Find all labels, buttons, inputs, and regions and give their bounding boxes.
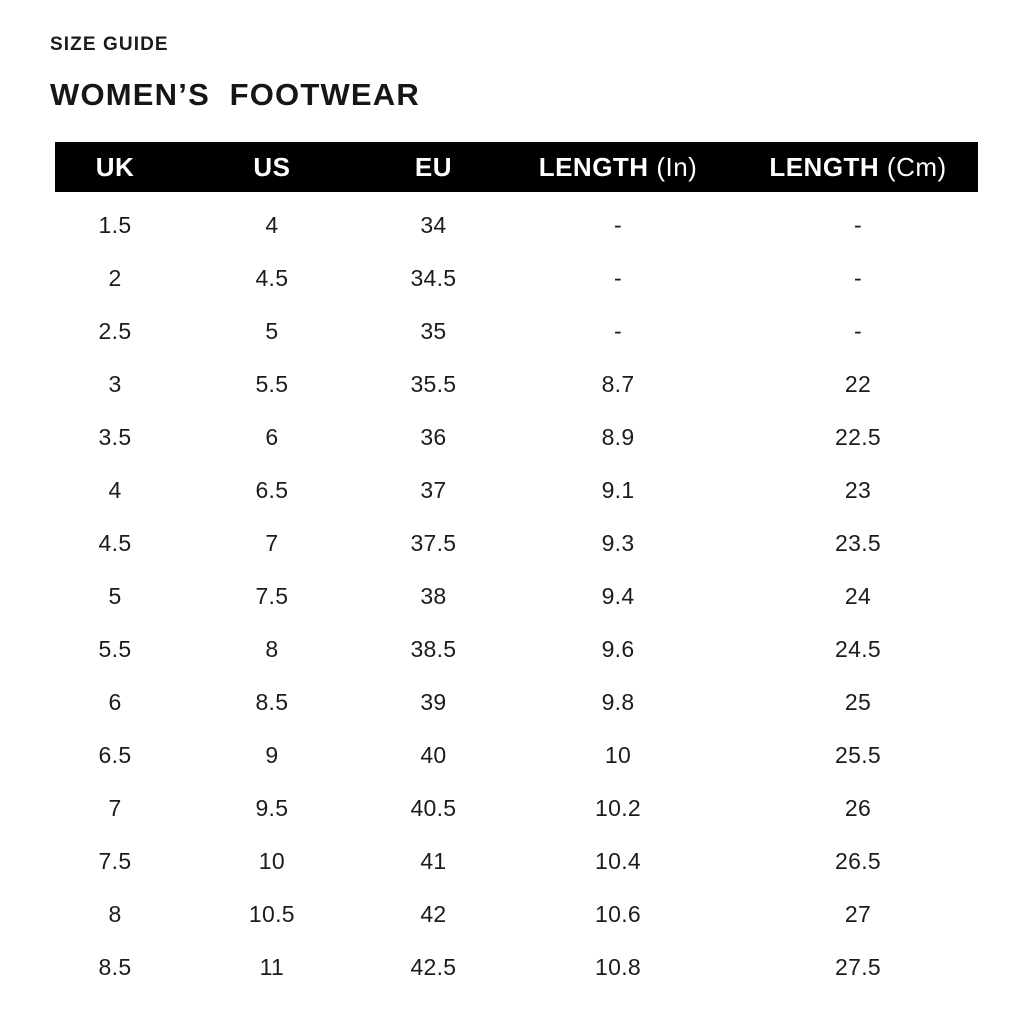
cell-eu: 42.5 (410, 954, 457, 980)
cell-us: 5.5 (255, 371, 289, 397)
column-header-us (175, 142, 369, 192)
cell-uk: 2 (108, 265, 122, 291)
cell-uk: 4.5 (98, 530, 132, 556)
size-guide-label: SIZE GUIDE (50, 34, 169, 55)
cell-length-in: 10.4 (595, 848, 641, 874)
cell-us: 8.5 (255, 689, 289, 715)
cell-length-in: 10.8 (595, 954, 641, 980)
cell-us: 4 (265, 212, 279, 238)
cell-length-cm: 22 (844, 371, 872, 397)
table-row (55, 729, 978, 782)
cell-us: 8 (265, 636, 279, 662)
cell-uk: 8 (108, 901, 122, 927)
cell-eu: 42 (420, 901, 447, 927)
cell-length-cm: 27.5 (835, 954, 881, 980)
column-header-label: UK (95, 151, 135, 182)
table-row (55, 199, 978, 252)
cell-length-in: 10.6 (595, 901, 641, 927)
cell-length-in: - (614, 265, 622, 291)
table-row (55, 464, 978, 517)
cell-eu: 34 (420, 212, 447, 238)
cell-length-cm: 23 (844, 477, 872, 503)
cell-length-cm: - (854, 318, 862, 344)
cell-eu: 36 (420, 424, 447, 450)
column-header-length-in (498, 142, 738, 192)
cell-length-in: 9.4 (601, 583, 635, 609)
cell-uk: 6.5 (98, 742, 132, 768)
cell-length-in: 9.6 (601, 636, 635, 662)
cell-eu: 35 (420, 318, 447, 344)
cell-length-cm: 26.5 (835, 848, 881, 874)
cell-length-in: 9.1 (601, 477, 635, 503)
cell-us: 5 (265, 318, 279, 344)
column-header-label: LENGTH (769, 151, 880, 182)
cell-uk: 5.5 (98, 636, 132, 662)
column-header-eu (369, 142, 498, 192)
cell-us: 9.5 (255, 795, 289, 821)
table-row (55, 517, 978, 570)
cell-length-cm: - (854, 265, 862, 291)
column-header-uk (55, 142, 175, 192)
cell-eu: 37 (420, 477, 447, 503)
size-table (55, 142, 978, 994)
cell-length-in: 9.3 (601, 530, 635, 556)
cell-length-in: - (614, 212, 622, 238)
page-title: WOMEN’S FOOTWEAR (50, 77, 420, 112)
cell-uk: 6 (108, 689, 122, 715)
cell-us: 4.5 (255, 265, 289, 291)
column-header-label: LENGTH (538, 151, 649, 182)
table-row (55, 888, 978, 941)
cell-length-cm: 25.5 (835, 742, 881, 768)
column-header-unit: (In) (648, 151, 698, 182)
cell-eu: 39 (420, 689, 447, 715)
cell-uk: 7.5 (98, 848, 132, 874)
cell-uk: 3.5 (98, 424, 132, 450)
cell-length-in: 8.9 (601, 424, 635, 450)
cell-eu: 38.5 (410, 636, 457, 662)
table-row (55, 570, 978, 623)
table-row (55, 835, 978, 888)
cell-length-cm: 27 (844, 901, 872, 927)
cell-eu: 40.5 (410, 795, 457, 821)
spacer-row (55, 192, 978, 199)
table-row (55, 623, 978, 676)
table-row (55, 252, 978, 305)
cell-eu: 37.5 (410, 530, 457, 556)
cell-us: 7.5 (255, 583, 289, 609)
cell-uk: 1.5 (98, 212, 132, 238)
cell-length-in: 10.2 (595, 795, 641, 821)
cell-length-cm: 25 (844, 689, 872, 715)
cell-eu: 35.5 (410, 371, 457, 397)
cell-eu: 41 (420, 848, 447, 874)
cell-length-in: 10 (604, 742, 632, 768)
cell-eu: 34.5 (410, 265, 457, 291)
table-row (55, 676, 978, 729)
table-row (55, 411, 978, 464)
cell-length-cm: 24.5 (835, 636, 881, 662)
table-row (55, 941, 978, 994)
cell-us: 7 (265, 530, 279, 556)
cell-length-in: - (614, 318, 622, 344)
table-row (55, 358, 978, 411)
table-header-row (55, 142, 978, 192)
cell-length-cm: 22.5 (835, 424, 881, 450)
column-header-length-cm (738, 142, 978, 192)
cell-length-cm: 24 (844, 583, 872, 609)
cell-us: 9 (265, 742, 279, 768)
cell-length-in: 9.8 (601, 689, 635, 715)
cell-length-cm: 23.5 (835, 530, 881, 556)
cell-us: 6.5 (255, 477, 289, 503)
cell-eu: 38 (420, 583, 447, 609)
column-header-unit: (Cm) (879, 151, 947, 182)
table-row (55, 305, 978, 358)
cell-us: 10.5 (248, 901, 295, 927)
cell-us: 11 (259, 954, 285, 980)
cell-uk: 3 (108, 371, 122, 397)
cell-us: 6 (265, 424, 279, 450)
table-row (55, 782, 978, 835)
cell-length-in: 8.7 (601, 371, 635, 397)
column-header-label: US (253, 151, 291, 182)
cell-uk: 4 (108, 477, 122, 503)
cell-uk: 8.5 (98, 954, 132, 980)
cell-uk: 2.5 (98, 318, 132, 344)
cell-eu: 40 (420, 742, 447, 768)
cell-uk: 5 (108, 583, 122, 609)
cell-length-cm: - (854, 212, 862, 238)
column-header-label: EU (414, 151, 452, 182)
cell-length-cm: 26 (844, 795, 872, 821)
cell-uk: 7 (108, 795, 122, 821)
cell-us: 10 (258, 848, 285, 874)
